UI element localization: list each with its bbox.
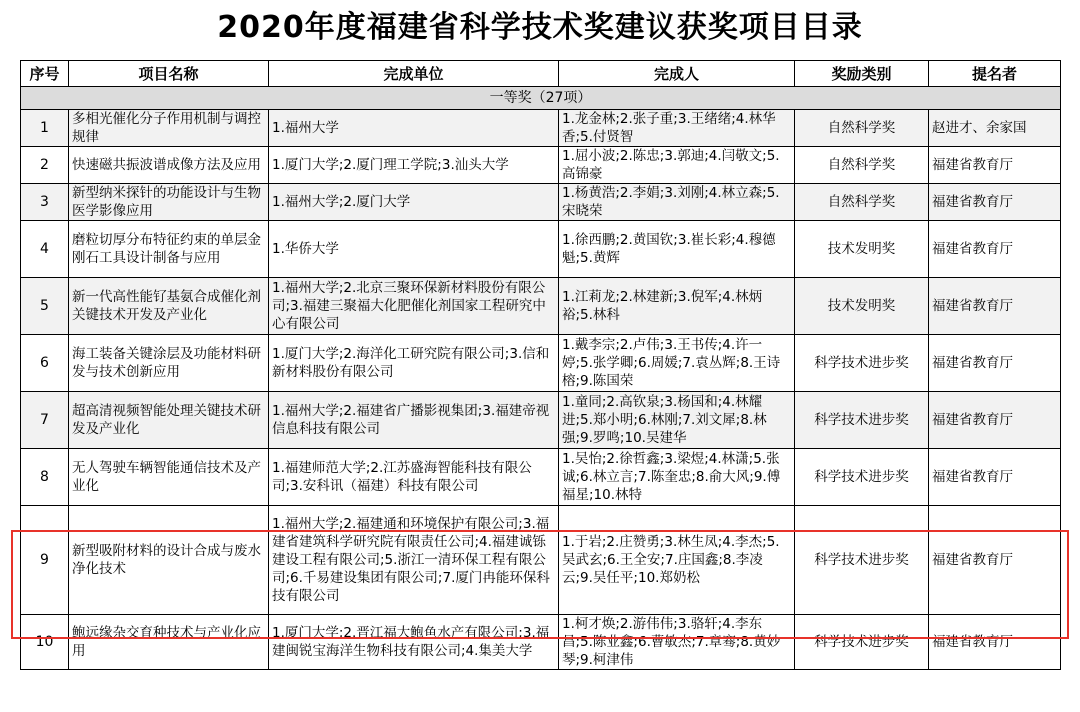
header-units: 完成单位 bbox=[269, 61, 559, 87]
cell-seq-text: 10 bbox=[35, 634, 54, 650]
cell-nominator bbox=[929, 147, 1061, 184]
cell-project-name-text: 新型吸附材料的设计合成与废水净化技术 bbox=[72, 543, 261, 577]
cell-seq bbox=[21, 278, 69, 335]
cell-project-name-text: 无人驾驶车辆智能通信技术及产业化 bbox=[72, 460, 261, 494]
cell-nominator-text: 福建省教育厅 bbox=[932, 412, 1013, 428]
cell-units-text: 1.福州大学;2.北京三聚环保新材料股份有限公司;3.福建三聚福大化肥催化剂国家工程研究中心有限公司 bbox=[272, 280, 546, 332]
cell-award-text: 技术发明奖 bbox=[827, 241, 896, 257]
cell-project-name-text: 超高清视频智能处理关键技术研发及产业化 bbox=[72, 403, 261, 437]
cell-units-text: 1.厦门大学;2.海洋化工研究院有限公司;3.信和新材料股份有限公司 bbox=[272, 346, 550, 380]
cell-people-text: 1.于岩;2.庄赞勇;3.林生凤;4.李杰;5.吴武玄;6.王全安;7.庄国鑫;8.李凌云;9.吴任平;10.郑奶松 bbox=[562, 534, 780, 586]
table-row bbox=[21, 392, 1061, 449]
cell-project-name bbox=[69, 184, 269, 221]
cell-seq-text: 7 bbox=[40, 412, 49, 428]
table-row bbox=[21, 506, 1061, 615]
cell-people-text: 1.吴怡;2.徐哲鑫;3.梁煜;4.林潇;5.张诚;6.林立言;7.陈奎忠;8.俞大风;9.傅福星;10.林特 bbox=[562, 451, 781, 503]
cell-nominator bbox=[929, 615, 1061, 670]
cell-nominator-text: 福建省教育厅 bbox=[932, 241, 1013, 257]
cell-project-name bbox=[69, 449, 269, 506]
cell-seq bbox=[21, 506, 69, 615]
cell-project-name bbox=[69, 335, 269, 392]
table-row bbox=[21, 110, 1061, 147]
award-table bbox=[20, 60, 1061, 670]
cell-award-text: 科学技术进步奖 bbox=[814, 412, 909, 428]
cell-units bbox=[269, 221, 559, 278]
cell-award bbox=[795, 335, 929, 392]
cell-people-text: 1.童同;2.高钦泉;3.杨国和;4.林耀进;5.郑小明;6.林刚;7.刘文犀;8.林强;9.罗鸣;10.吴建华 bbox=[562, 394, 767, 446]
cell-project-name bbox=[69, 615, 269, 670]
table-row bbox=[21, 221, 1061, 278]
section-label: 一等奖（27项） bbox=[21, 87, 1061, 110]
table-row bbox=[21, 335, 1061, 392]
header-award: 奖励类别 bbox=[795, 61, 929, 87]
cell-people-text: 1.屈小波;2.陈忠;3.郭迪;4.闫敬文;5.高锦豪 bbox=[562, 148, 780, 182]
cell-nominator bbox=[929, 110, 1061, 147]
cell-award-text: 自然科学奖 bbox=[827, 157, 896, 173]
cell-people-text: 1.柯才焕;2.游伟伟;3.骆轩;4.李东昌;5.陈业鑫;6.曹敏杰;7.章骞;8.黄妙琴;9.柯津伟 bbox=[562, 616, 781, 668]
header-project-name: 项目名称 bbox=[69, 61, 269, 87]
cell-seq bbox=[21, 335, 69, 392]
cell-seq bbox=[21, 449, 69, 506]
cell-project-name bbox=[69, 110, 269, 147]
cell-nominator-text: 福建省教育厅 bbox=[932, 194, 1013, 210]
cell-units-text: 1.福建师范大学;2.江苏盛海智能科技有限公司;3.安科讯（福建）科技有限公司 bbox=[272, 460, 532, 494]
cell-units bbox=[269, 278, 559, 335]
cell-award bbox=[795, 506, 929, 615]
cell-units-text: 1.华侨大学 bbox=[272, 241, 339, 257]
cell-award bbox=[795, 147, 929, 184]
cell-units bbox=[269, 110, 559, 147]
cell-nominator bbox=[929, 184, 1061, 221]
cell-units-text: 1.福州大学;2.福建省广播影视集团;3.福建帝视信息科技有限公司 bbox=[272, 403, 550, 437]
cell-nominator bbox=[929, 506, 1061, 615]
cell-people bbox=[559, 221, 795, 278]
cell-seq-text: 4 bbox=[40, 241, 49, 257]
header-nominator: 提名者 bbox=[929, 61, 1061, 87]
cell-people-text: 1.徐西鹏;2.黄国钦;3.崔长彩;4.穆德魁;5.黄辉 bbox=[562, 232, 776, 266]
table-row bbox=[21, 147, 1061, 184]
cell-award-text: 科学技术进步奖 bbox=[814, 355, 909, 371]
cell-award bbox=[795, 449, 929, 506]
header-seq: 序号 bbox=[21, 61, 69, 87]
cell-award-text: 技术发明奖 bbox=[827, 298, 896, 314]
cell-project-name-text: 快速磁共振波谱成像方法及应用 bbox=[72, 157, 261, 173]
page-title: 2020年度福建省科学技术奖建议获奖项目目录 bbox=[217, 10, 863, 45]
cell-people bbox=[559, 506, 795, 615]
cell-nominator-text: 福建省教育厅 bbox=[932, 355, 1013, 371]
cell-units bbox=[269, 184, 559, 221]
cell-seq-text: 3 bbox=[40, 194, 49, 210]
cell-units bbox=[269, 392, 559, 449]
cell-people bbox=[559, 615, 795, 670]
cell-units bbox=[269, 449, 559, 506]
cell-people-text: 1.龙金林;2.张子重;3.王绪绪;4.林华香;5.付贤智 bbox=[562, 111, 776, 145]
cell-nominator-text: 福建省教育厅 bbox=[932, 469, 1013, 485]
cell-units bbox=[269, 615, 559, 670]
cell-units-text: 1.福州大学;2.厦门大学 bbox=[272, 194, 411, 210]
cell-seq-text: 1 bbox=[40, 120, 49, 136]
cell-nominator-text: 福建省教育厅 bbox=[932, 634, 1013, 650]
cell-project-name bbox=[69, 147, 269, 184]
cell-seq bbox=[21, 110, 69, 147]
cell-award-text: 科学技术进步奖 bbox=[814, 469, 909, 485]
table-row bbox=[21, 615, 1061, 670]
cell-units bbox=[269, 506, 559, 615]
cell-seq bbox=[21, 392, 69, 449]
cell-nominator-text: 福建省教育厅 bbox=[932, 298, 1013, 314]
cell-award-text: 自然科学奖 bbox=[827, 194, 896, 210]
cell-units bbox=[269, 147, 559, 184]
cell-nominator bbox=[929, 392, 1061, 449]
cell-nominator bbox=[929, 221, 1061, 278]
cell-award bbox=[795, 615, 929, 670]
cell-seq bbox=[21, 147, 69, 184]
cell-people-text: 1.戴李宗;2.卢伟;3.王书传;4.许一婷;5.张学卿;6.周媛;7.袁丛辉;8.王诗榕;9.陈国荣 bbox=[562, 337, 781, 389]
cell-seq bbox=[21, 615, 69, 670]
cell-seq-text: 8 bbox=[40, 469, 49, 485]
cell-award bbox=[795, 221, 929, 278]
cell-seq bbox=[21, 184, 69, 221]
cell-award bbox=[795, 184, 929, 221]
table-header-row bbox=[21, 61, 1061, 87]
cell-units bbox=[269, 335, 559, 392]
cell-people bbox=[559, 147, 795, 184]
cell-people bbox=[559, 449, 795, 506]
cell-project-name-text: 新型纳米探针的功能设计与生物医学影像应用 bbox=[72, 185, 261, 219]
cell-people bbox=[559, 392, 795, 449]
cell-people bbox=[559, 335, 795, 392]
cell-award bbox=[795, 392, 929, 449]
cell-units-text: 1.福州大学;2.福建通和环境保护有限公司;3.福建省建筑科学研究院有限责任公司;4.福建诚铄建设工程有限公司;5.浙江一清环保工程有限公司;6.千易建设集团有限公司;7.厦门冉能环保科技有限公司 bbox=[272, 516, 550, 604]
cell-award-text: 科学技术进步奖 bbox=[814, 552, 909, 568]
cell-nominator bbox=[929, 278, 1061, 335]
cell-project-name-text: 海工装备关键涂层及功能材料研发与技术创新应用 bbox=[72, 346, 261, 380]
table-row bbox=[21, 184, 1061, 221]
cell-seq-text: 9 bbox=[40, 552, 49, 568]
cell-award-text: 科学技术进步奖 bbox=[814, 634, 909, 650]
cell-people-text: 1.江莉龙;2.林建新;3.倪军;4.林炳裕;5.林科 bbox=[562, 289, 763, 323]
cell-project-name-text: 磨粒切厚分布特征约束的单层金刚石工具设计制备与应用 bbox=[72, 232, 261, 266]
cell-project-name bbox=[69, 221, 269, 278]
cell-people-text: 1.杨黄浩;2.李娟;3.刘刚;4.林立森;5.宋晓荣 bbox=[562, 185, 780, 219]
cell-project-name-text: 新一代高性能钌基氨合成催化剂关键技术开发及产业化 bbox=[72, 289, 261, 323]
cell-units-text: 1.厦门大学;2.晋江福大鲍鱼水产有限公司;3.福建闽锐宝海洋生物科技有限公司;4.集美大学 bbox=[272, 625, 550, 659]
cell-people bbox=[559, 184, 795, 221]
cell-award-text: 自然科学奖 bbox=[827, 120, 896, 136]
cell-nominator-text: 福建省教育厅 bbox=[932, 157, 1013, 173]
cell-project-name bbox=[69, 506, 269, 615]
cell-project-name-text: 多相光催化分子作用机制与调控规律 bbox=[72, 111, 261, 145]
cell-people bbox=[559, 110, 795, 147]
cell-project-name bbox=[69, 392, 269, 449]
cell-seq-text: 2 bbox=[40, 157, 49, 173]
cell-project-name bbox=[69, 278, 269, 335]
section-row bbox=[21, 87, 1061, 110]
cell-nominator-text: 福建省教育厅 bbox=[932, 552, 1013, 568]
cell-seq-text: 5 bbox=[40, 298, 49, 314]
cell-nominator-text: 赵进才、余家国 bbox=[932, 120, 1027, 136]
table-row bbox=[21, 278, 1061, 335]
cell-award bbox=[795, 278, 929, 335]
header-people: 完成人 bbox=[559, 61, 795, 87]
cell-nominator bbox=[929, 449, 1061, 506]
cell-seq bbox=[21, 221, 69, 278]
cell-project-name-text: 鲍远缘杂交育种技术与产业化应用 bbox=[72, 625, 261, 659]
cell-award bbox=[795, 110, 929, 147]
cell-nominator bbox=[929, 335, 1061, 392]
cell-units-text: 1.厦门大学;2.厦门理工学院;3.汕头大学 bbox=[272, 157, 509, 173]
cell-units-text: 1.福州大学 bbox=[272, 120, 339, 136]
table-row bbox=[21, 449, 1061, 506]
cell-seq-text: 6 bbox=[40, 355, 49, 371]
cell-people bbox=[559, 278, 795, 335]
